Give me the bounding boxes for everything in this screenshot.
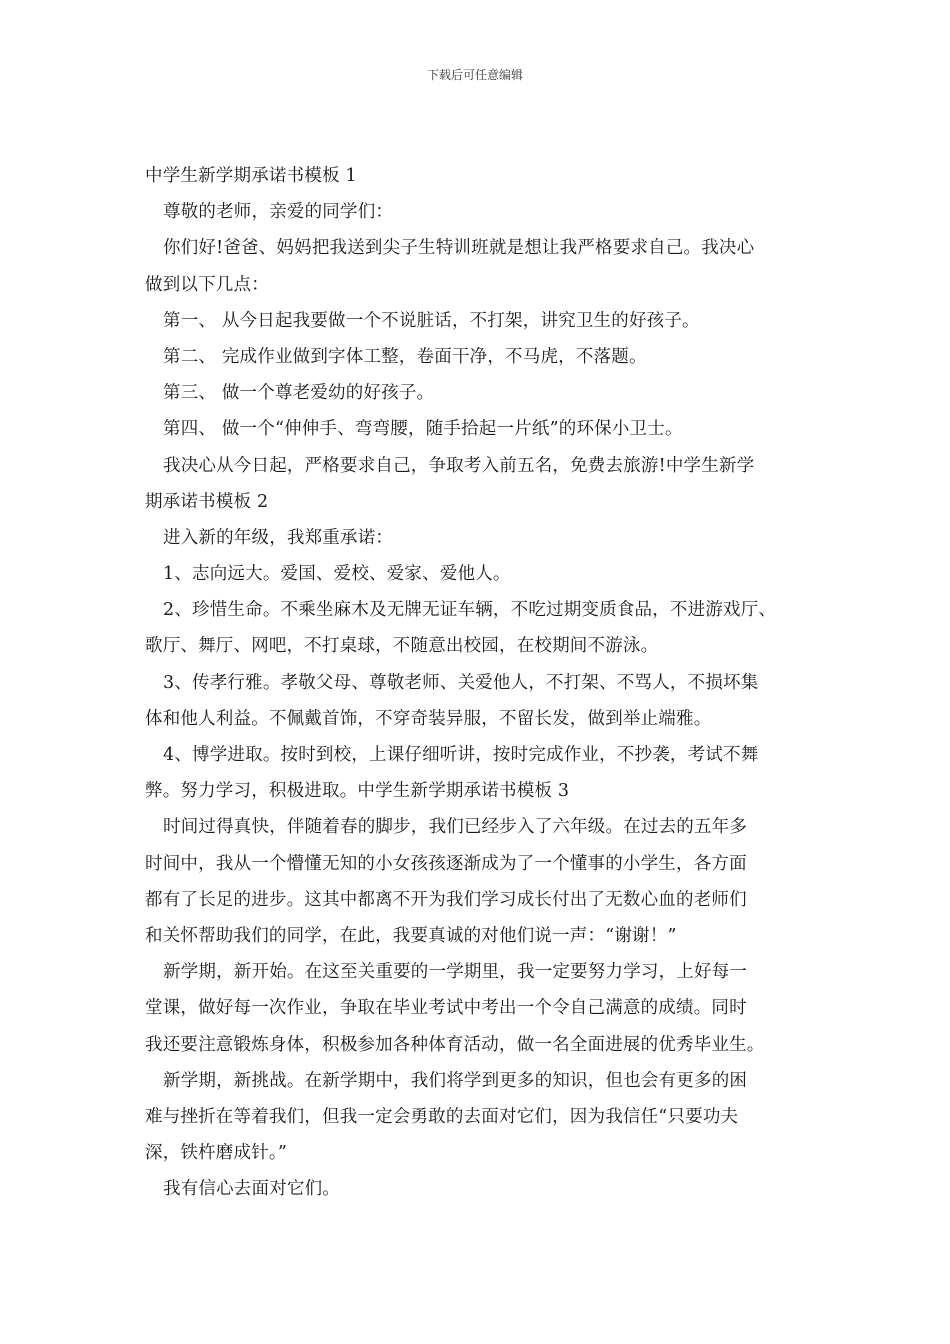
list-item: 第三、 做一个尊老爱幼的好孩子。 [163,383,435,404]
list-item: 第四、 做一个“伸伸手、弯弯腰，随手拾起一片纸”的环保小卫士。 [163,419,683,440]
list-item: 3、传孝行雅。孝敬父母、尊敬老师、关爱他人，不打架、不骂人，不损坏集 [163,672,759,693]
list-item: 第二、 完成作业做到字体工整，卷面干净，不马虎，不落题。 [163,346,647,367]
salutation: 尊敬的老师，亲爱的同学们： [163,202,394,223]
paragraph-line: 和关怀帮助我们的同学，在此，我要真诚的对他们说一声：“谢谢！” [145,925,677,946]
paragraph-line: 我还要注意锻炼身体，积极参加各种体育活动，做一名全面进展的优秀毕业生。 [145,1034,765,1055]
paragraph-line: 堂课，做好每一次作业，争取在毕业考试中考出一个令自己满意的成绩。同时 [145,998,747,1019]
paragraph-line: 做到以下几点： [145,274,269,295]
paragraph-line: 深，铁杵磨成针。” [145,1143,287,1164]
list-item: 第一、 从今日起我要做一个不说脏话，不打架，讲究卫生的好孩子。 [163,310,700,331]
paragraph-line: 体和他人利益。不佩戴首饰，不穿奇装异服，不留长发，做到举止端雅。 [145,708,712,729]
paragraph-line: 都有了长足的进步。这其中都离不开为我们学习成长付出了无数心血的老师们 [145,889,747,910]
section-title-1: 中学生新学期承诺书模板 1 [145,166,357,186]
paragraph-line: 难与挫折在等着我们，但我一定会勇敢的去面对它们，因为我信任“只要功夫 [145,1106,739,1127]
list-item: 4、博学进取。按时到校，上课仔细听讲，按时完成作业，不抄袭，考试不舞 [163,745,759,765]
paragraph-line: 新学期，新挑战。在新学期中，我们将学到更多的知识，但也会有更多的困 [163,1070,748,1091]
paragraph-line: 我有信心去面对它们。 [163,1179,340,1200]
paragraph-line: 我决心从今日起，严格要求自己，争取考入前五名，免费去旅游!中学生新学 [163,455,755,476]
paragraph-line: 期承诺书模板 2 [145,491,269,512]
list-item: 2、珍惜生命。不乘坐麻木及无牌无证车辆，不吃过期变质食品，不进游戏厅、 [163,600,777,621]
paragraph-line: 歌厅、舞厅、网吧，不打桌球，不随意出校园，在校期间不游泳。 [145,636,659,657]
list-item: 1、志向远大。爱国、爱校、爱家、爱他人。 [163,564,511,585]
paragraph-line: 新学期，新开始。在这至关重要的一学期里，我一定要努力学习，上好每一 [163,962,748,983]
page-header-note: 下载后可任意编辑 [426,68,523,82]
paragraph-line: 时间过得真快，伴随着春的脚步，我们已经步入了六年级。在过去的五年多 [163,817,748,838]
document-body [145,158,813,1207]
paragraph-line: 进入新的年级，我郑重承诺： [163,527,394,548]
paragraph-line: 你们好!爸爸、妈妈把我送到尖子生特训班就是想让我严格要求自己。我决心 [163,238,755,259]
paragraph-line: 时间中，我从一个懵懂无知的小女孩孩逐渐成为了一个懂事的小学生，各方面 [145,853,747,874]
paragraph-line: 弊。努力学习，积极进取。中学生新学期承诺书模板 3 [145,781,570,802]
